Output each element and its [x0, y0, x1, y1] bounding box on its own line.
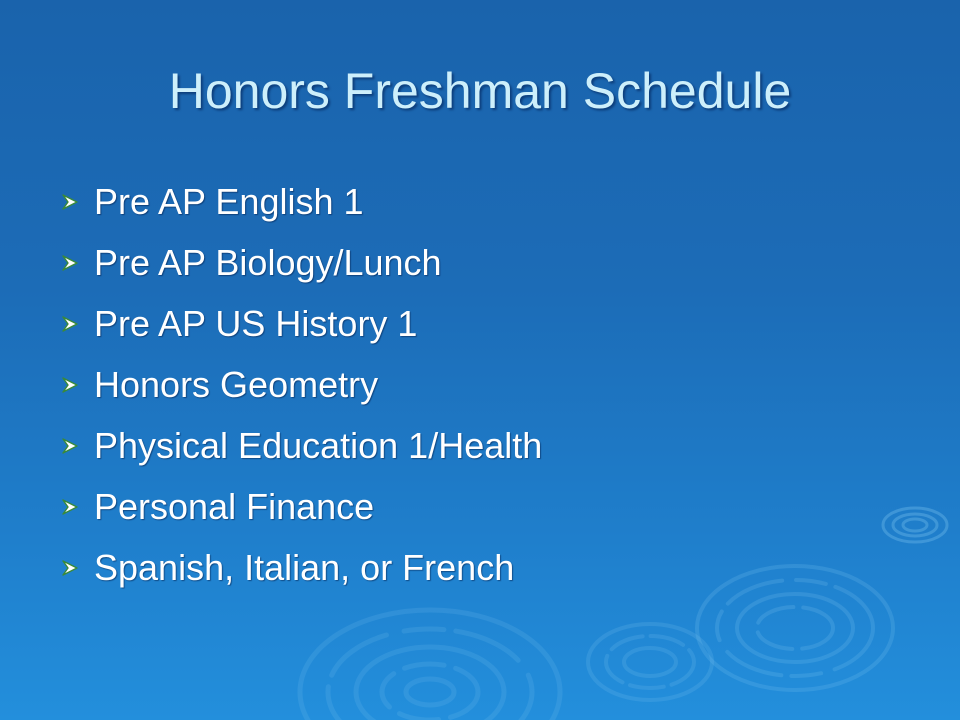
list-item — [60, 416, 542, 477]
arrowhead-bullet-icon — [60, 192, 80, 212]
list-item-text: Physical Education 1/Health — [94, 425, 543, 466]
list-item-text: Personal Finance — [94, 486, 375, 527]
list-item — [60, 538, 542, 599]
slide-title: Honors Freshman Schedule — [168, 63, 792, 119]
list-item — [60, 233, 542, 294]
list-item — [60, 172, 542, 233]
list-item — [60, 294, 542, 355]
list-item-text: Spanish, Italian, or French — [94, 547, 515, 588]
arrowhead-bullet-icon — [60, 558, 80, 578]
bullet-list — [60, 172, 542, 599]
arrowhead-bullet-icon — [60, 436, 80, 456]
arrowhead-bullet-icon — [60, 497, 80, 517]
arrowhead-bullet-icon — [60, 314, 80, 334]
list-item-text: Pre AP Biology/Lunch — [94, 242, 442, 283]
arrowhead-bullet-icon — [60, 375, 80, 395]
list-item — [60, 355, 542, 416]
list-item — [60, 477, 542, 538]
list-item-text: Pre AP US History 1 — [94, 303, 418, 344]
arrowhead-bullet-icon — [60, 253, 80, 273]
list-item-text: Pre AP English 1 — [94, 181, 364, 222]
list-item-text: Honors Geometry — [94, 364, 379, 405]
